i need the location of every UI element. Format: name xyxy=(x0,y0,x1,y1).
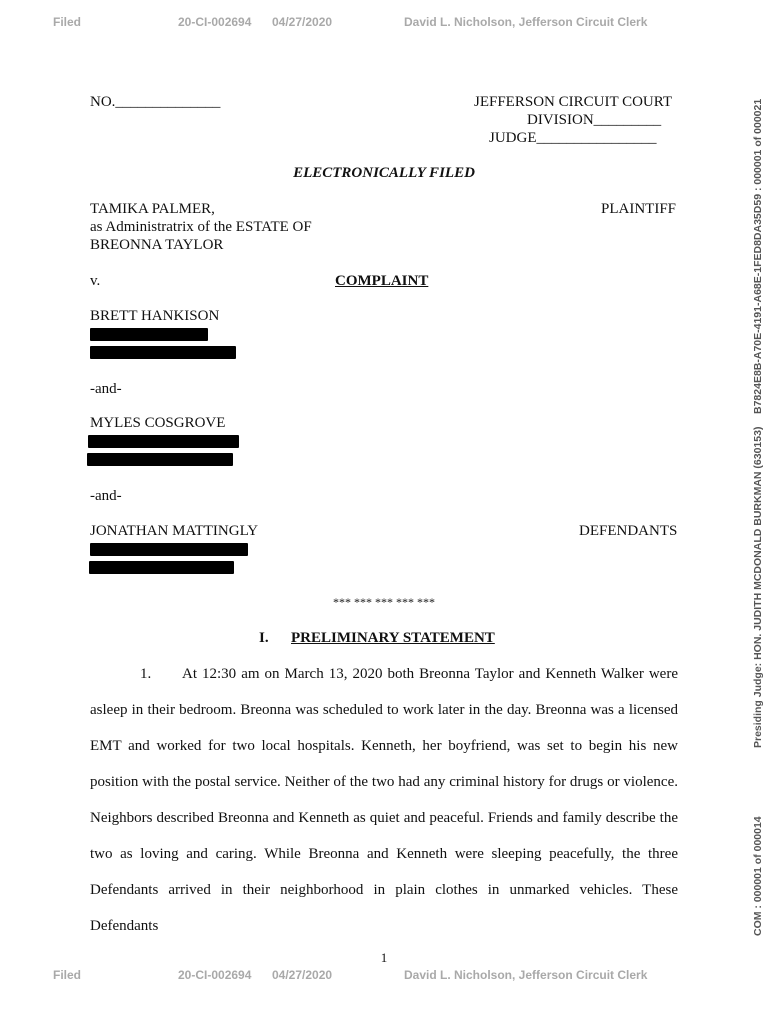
filed-label: Filed xyxy=(53,968,82,982)
division-field: DIVISION_________ xyxy=(527,112,662,128)
section-number: I. xyxy=(259,630,269,646)
plaintiff-role-line-1: as Administratrix of the ESTATE OF xyxy=(90,219,312,235)
defendant-2-name: MYLES COSGROVE xyxy=(90,415,226,431)
redaction-bar xyxy=(88,435,239,448)
page-number: 1 xyxy=(380,950,388,965)
clerk-name: David L. Nicholson, Jefferson Circuit Clerk xyxy=(404,968,648,982)
paragraph-text: At 12:30 am on March 13, 2020 both Breonna Taylor and Kenneth Walker were asleep in their bedroom. Breonna was scheduled to work later in the day. Breonna was a licensed EMT and worked for two local hospitals. Kenneth, her boyfriend, was set to begin his new position with the postal service. Neither of the two had any criminal history for drugs or violence. Neighbors described Breonna and Kenneth as quiet and peaceful. Friends and family describe the two as loving and caring. While Breonna and Kenneth were sleeping peacefully, the three Defendants arrived in their neighborhood in plain clothes in unmarked vehicles. These Defendants xyxy=(90,666,678,934)
presiding-judge-stamp: Presiding Judge: HON. JUDITH MCDONALD BURKMAN (630153) xyxy=(752,426,764,748)
defendant-1-name: BRETT HANKISON xyxy=(90,308,220,324)
clerk-name: David L. Nicholson, Jefferson Circuit Clerk xyxy=(404,15,648,29)
com-stamp: COM : 000001 of 000014 xyxy=(752,816,764,936)
filing-date: 04/27/2020 xyxy=(272,15,333,29)
complaint-title: COMPLAINT xyxy=(335,273,429,289)
defendant-3-name: JONATHAN MATTINGLY xyxy=(90,523,259,539)
and-separator-1: -and- xyxy=(90,381,122,397)
redaction-bar xyxy=(89,561,234,574)
case-number: 20-CI-002694 xyxy=(178,15,252,29)
section-title: PRELIMINARY STATEMENT xyxy=(291,630,495,646)
versus-label: v. xyxy=(90,273,101,289)
redaction-bar xyxy=(87,453,233,466)
redaction-bar xyxy=(90,346,236,359)
footer-filing-stamp xyxy=(0,965,768,985)
plaintiff-label: PLAINTIFF xyxy=(601,201,677,217)
and-separator-2: -and- xyxy=(90,488,122,504)
paragraph-number: 1. xyxy=(140,666,152,682)
redaction-bar xyxy=(90,328,208,341)
plaintiff-role-line-2: BREONNA TAYLOR xyxy=(90,237,224,253)
electronically-filed-heading: ELECTRONICALLY FILED xyxy=(293,165,475,181)
paragraph-1 xyxy=(90,656,678,944)
case-number: 20-CI-002694 xyxy=(178,968,252,982)
document-id-stamp: B7824E8B-A70E-4191-A68E-1FED8DA35D59 : 000001 of 000021 xyxy=(752,98,764,414)
defendants-label: DEFENDANTS xyxy=(579,523,678,539)
plaintiff-name: TAMIKA PALMER, xyxy=(90,201,215,217)
court-name: JEFFERSON CIRCUIT COURT xyxy=(474,94,673,110)
judge-field: JUDGE________________ xyxy=(489,130,657,146)
header-filing-stamp xyxy=(0,12,768,32)
filed-label: Filed xyxy=(53,15,82,29)
filing-date: 04/27/2020 xyxy=(272,968,333,982)
asterisk-separator: *** *** *** *** *** xyxy=(333,595,435,609)
redaction-bar xyxy=(90,543,248,556)
case-no-field: NO.______________ xyxy=(90,94,221,110)
